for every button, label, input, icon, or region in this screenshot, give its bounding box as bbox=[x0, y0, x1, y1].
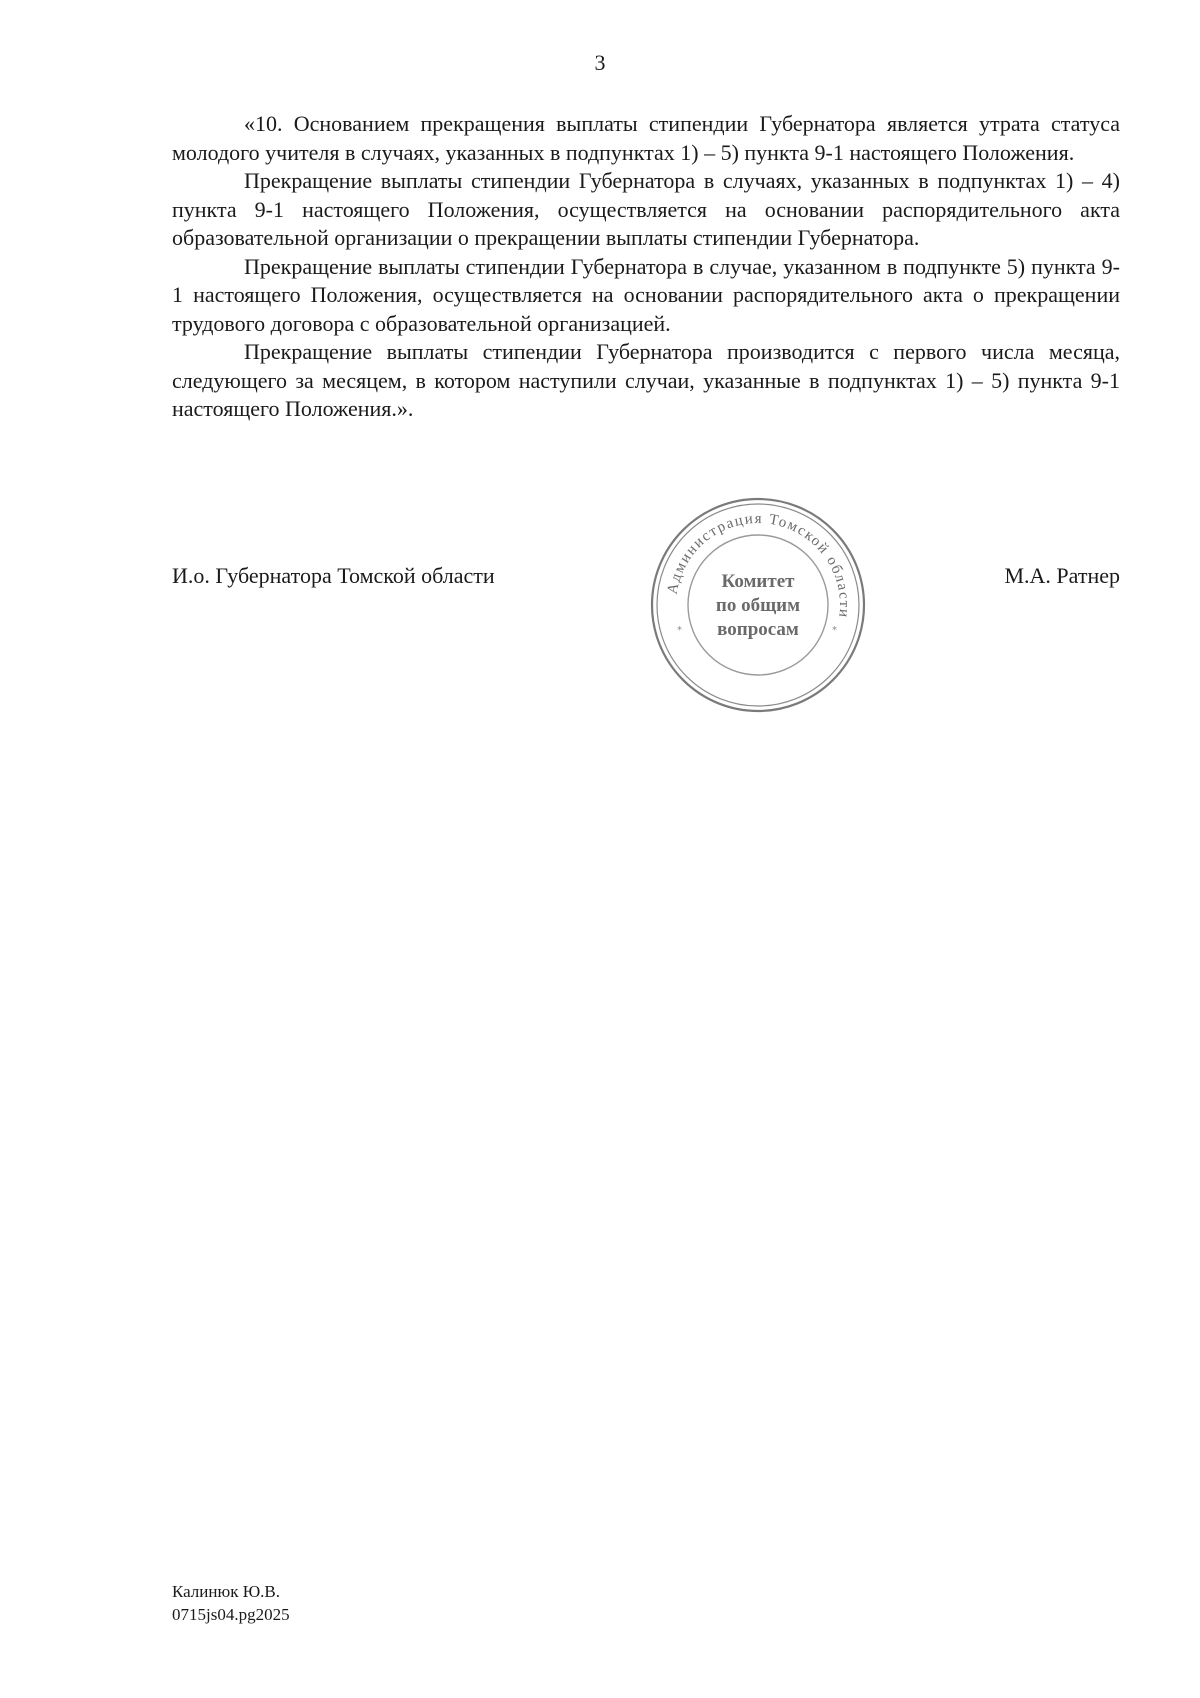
paragraph-1: «10. Основанием прекращения выплаты стипендии Губернатора является утрата статуса молодого учителя в случаях, указанных в подпунктах 1) – 5) пункта 9-1 настоящего Положения. bbox=[172, 111, 1120, 165]
footer bbox=[172, 1580, 290, 1626]
document-body bbox=[172, 110, 1120, 424]
stamp-center-line: по общим bbox=[715, 595, 801, 616]
paragraph-3: Прекращение выплаты стипендии Губернатора в случае, указанном в подпункте 5) пункта 9-1 настоящего Положения, осуществляется на основании распорядительного акта о прекращении трудового договора с образовательной организацией. bbox=[172, 253, 1120, 336]
file-code: 0715js04.pg2025 bbox=[172, 1605, 290, 1624]
signatory-position: И.о. Губернатора Томской области bbox=[172, 563, 495, 588]
paragraph-2: Прекращение выплаты стипендии Губернатора в случаях, указанных в подпунктах 1) – 4) пункта 9-1 настоящего Положения, осуществляется на основании распорядительного акта образовательной организации о прекращении выплаты стипендии Губернатора. bbox=[172, 168, 1120, 250]
paragraph-4: Прекращение выплаты стипендии Губернатора производится с первого числа месяца, следующего за месяцем, в котором наступили случаи, указанные в подпунктах 1) – 5) пункта 9-1 настоящего Положения.». bbox=[172, 339, 1120, 421]
star-icon: * bbox=[677, 625, 682, 636]
page-number: 3 bbox=[594, 50, 606, 75]
official-stamp bbox=[648, 495, 868, 715]
stamp-center-line: Комитет bbox=[721, 571, 795, 592]
stamp-center-line: вопросам bbox=[717, 619, 799, 640]
stamp-ring-text: Администрация Томской области bbox=[664, 510, 853, 620]
star-icon: * bbox=[832, 625, 837, 636]
author-name: Калинюк Ю.В. bbox=[172, 1582, 281, 1601]
signatory-name: М.А. Ратнер bbox=[1004, 563, 1120, 588]
